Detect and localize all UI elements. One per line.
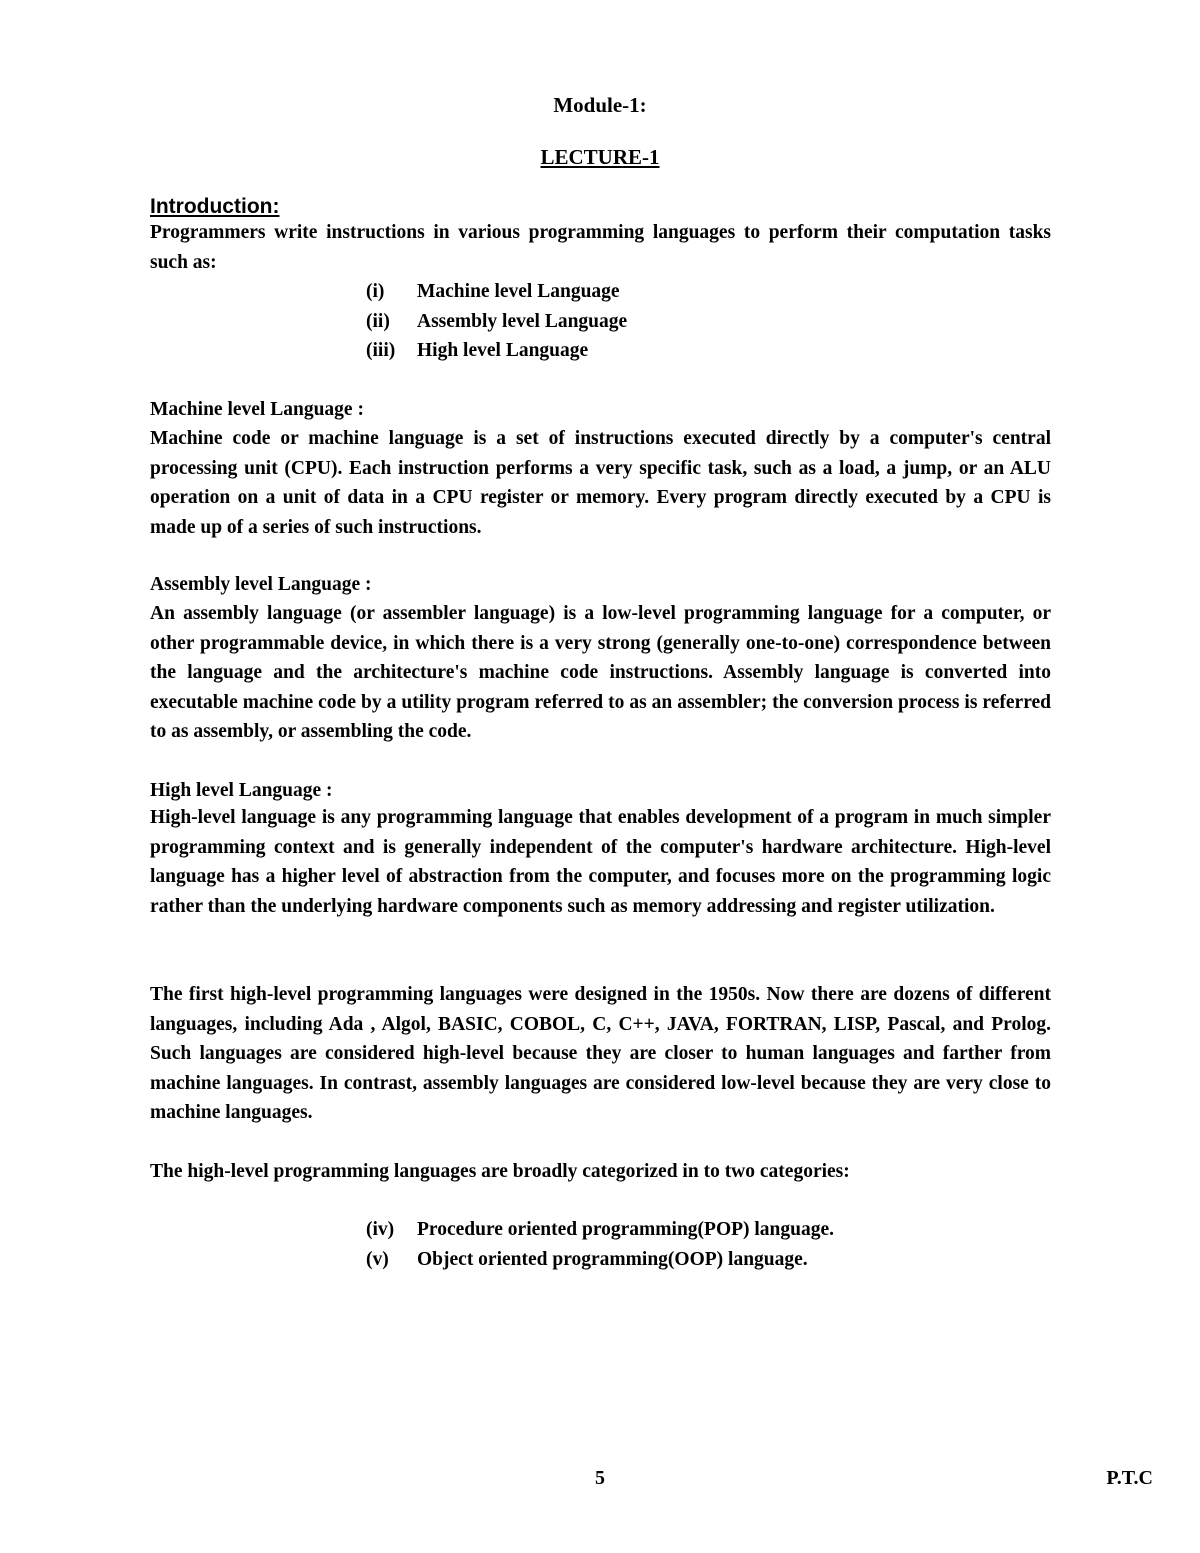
list-item-text: Object oriented programming(OOP) language. [417,1248,808,1270]
list-marker: (ii) [366,310,390,332]
categories-list [366,1215,834,1274]
history-paragraph: The first high-level programming languages were designed in the 1950s. Now there are dozens of different languages, including Ada , Algol, BASIC, COBOL, C, C++, JAVA, FORTRAN, LISP, Pascal, and Prolog. Such languages are considered high-level because they are closer to human languages and farther from machine languages. In contrast, assembly languages are considered low-level because they are very close to machine languages. [150,984,1051,1123]
list-item-text: High level Language [417,340,589,361]
list-item [366,307,627,337]
list-marker: (iv) [366,1219,395,1240]
high-level-language-paragraph: High-level language is any programming language that enables development of a program in much simpler programming context and is generally independent of the computer's hardware architecture. High-level language has a higher level of abstraction from the computer, and focuses more on the programming logic rather than the underlying hardware components such as memory addressing and register utilization. [150,807,1051,917]
assembly-language-heading: Assembly level Language : [150,574,372,595]
introduction-heading: Introduction: [150,195,280,218]
list-marker: (iii) [366,340,396,361]
page-number: 5 [595,1467,605,1489]
module-title: Module-1: [553,93,647,117]
categories-intro-paragraph: The high-level programming languages are broadly categorized in to two categories: [150,1161,850,1182]
list-item-text: Machine level Language [417,281,620,302]
list-marker: (v) [366,1248,389,1270]
list-item [366,1245,834,1275]
list-marker: (i) [366,281,385,302]
ptc-label: P.T.C [1106,1467,1153,1489]
high-level-language-heading: High level Language : [150,780,333,801]
list-item [366,336,627,366]
introduction-paragraph: Programmers write instructions in various programming languages to perform their computation tasks such as: [150,222,1051,273]
assembly-language-paragraph: An assembly language (or assembler language) is a low-level programming language for a computer, or other programmable device, in which there is a very strong (generally one-to-one) correspondence between the language and the architecture's machine code instructions. Assembly language is converted into executable machine code by a utility program referred to as an assembler; the conversion process is referred to as assembly, or assembling the code. [150,603,1051,742]
list-item-text: Assembly level Language [417,310,628,332]
list-item-text: Procedure oriented programming(POP) language. [417,1219,835,1240]
lecture-title: LECTURE-1 [540,145,660,169]
language-types-list [366,277,627,366]
list-item [366,1215,834,1245]
list-item [366,277,627,307]
machine-language-paragraph: Machine code or machine language is a set of instructions executed directly by a computer's central processing unit (CPU). Each instruction performs a very specific task, such as a load, a jump, or an ALU operation on a unit of data in a CPU register or memory. Every program directly executed by a CPU is made up of a series of such instructions. [150,428,1051,538]
machine-language-heading: Machine level Language : [150,399,364,420]
